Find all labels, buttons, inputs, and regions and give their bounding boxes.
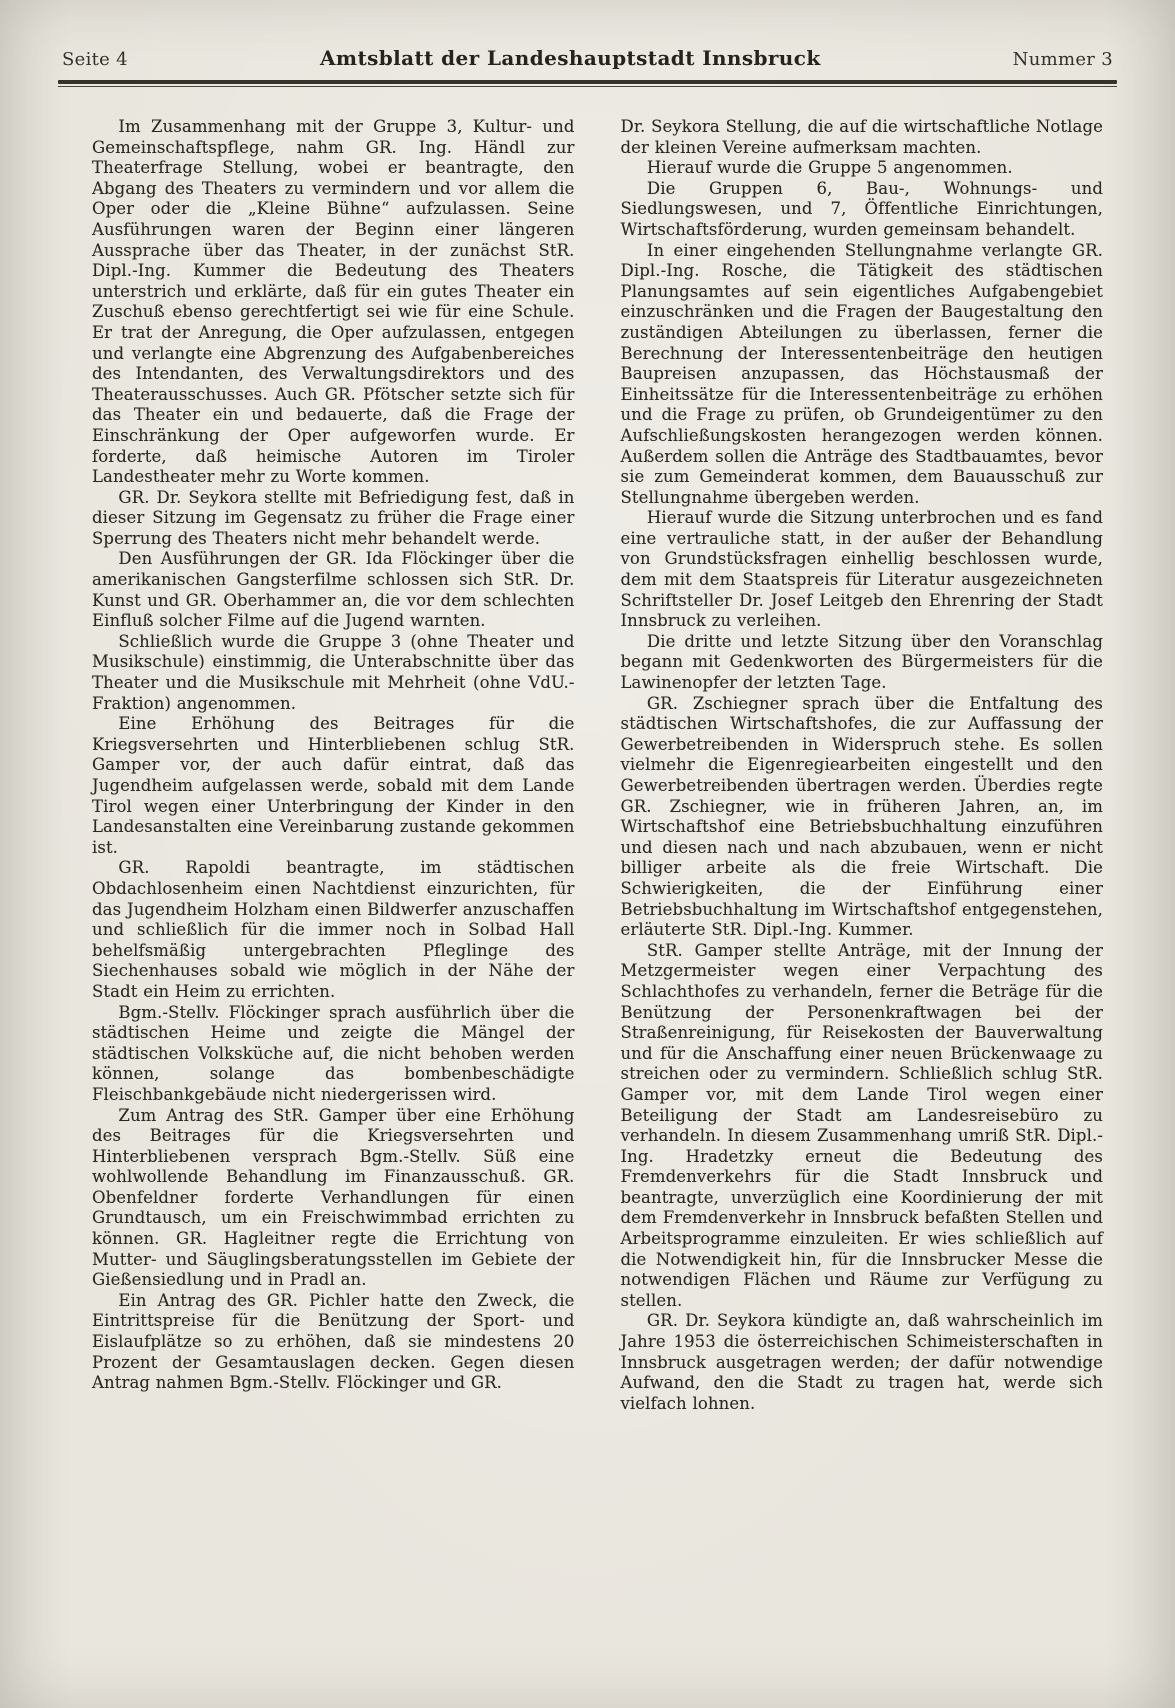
paragraph: Den Ausführungen der GR. Ida Flöckinger über die amerikanischen Gangsterfilme schlossen sich StR. Dr. Kunst und GR. Oberhammer an, die vor dem schlechten Einfluß solcher Filme auf die Jugend warnten. — [92, 549, 575, 631]
paragraph: GR. Zschiegner sprach über die Entfaltung des städtischen Wirtschaftshofes, die zur Auffassung der Gewerbetreibenden in Widerspruch stehe. Es sollen vielmehr die Eigenregiearbeiten eingestellt und den Gewerbetreibenden übertragen werden. Überdies regte GR. Zschiegner, wie in früheren Jahren, an, im Wirtschaftshof eine Betriebsbuchhaltung einzuführen und diesen nach und nach abzubauen, wenn er nicht billiger arbeite als die freie Wirtschaft. Die Schwierigkeiten, die der Einführung einer Betriebsbuchhaltung im Wirtschaftshof entgegenstehen, erläuterte StR. Dipl.-Ing. Kummer. — [620, 693, 1103, 940]
paragraph: GR. Dr. Seykora kündigte an, daß wahrscheinlich im Jahre 1953 die österreichischen Schimeisterschaften in Innsbruck ausgetragen werden; der dafür notwendige Aufwand, den die Stadt zu tragen hat, werde sich vielfach lohnen. — [620, 1311, 1103, 1413]
paragraph: GR. Rapoldi beantragte, im städtischen Obdachlosenheim einen Nachtdienst einzurichten, für das Jugendheim Holzham einen Bildwerfer anzuschaffen und schließlich für die immer noch in Solbad Hall behelfsmäßig untergebrachten Pfleglinge des Siechenhauses sobald wie möglich in der Nähe der Stadt ein Heim zu errichten. — [92, 858, 575, 1001]
paragraph: GR. Dr. Seykora stellte mit Befriedigung fest, daß in dieser Sitzung im Gegensatz zu früher die Frage einer Sperrung des Theaters nicht mehr behandelt werde. — [92, 487, 575, 548]
paragraph: Hierauf wurde die Sitzung unterbrochen und es fand eine vertrauliche statt, in der außer der Behandlung von Grundstücksfragen einhellig beschlossen wurde, dem mit dem Staatspreis für Literatur ausgezeichneten Schriftsteller Dr. Josef Leitgeb den Ehrenring der Stadt Innsbruck zu verleihen. — [620, 508, 1103, 631]
issue-number-label: Nummer 3 — [1012, 49, 1113, 70]
paragraph-continuation: Dr. Seykora Stellung, die auf die wirtschaftliche Notlage der kleinen Vereine aufmerksam machten. — [620, 117, 1103, 157]
masthead-rule-thin — [58, 86, 1117, 87]
paragraph: Ein Antrag des GR. Pichler hatte den Zweck, die Eintrittspreise für die Benützung der Sport- und Eislaufplätze so zu erhöhen, daß sie mindestens 20 Prozent der Gesamtauslagen decken. Gegen diesen Antrag nahmen Bgm.-Stellv. Flöckinger und GR. — [92, 1290, 575, 1393]
paragraph: In einer eingehenden Stellungnahme verlangte GR. Dipl.-Ing. Rosche, die Tätigkeit des städtischen Planungsamtes auf sein eigentliches Aufgabengebiet einzuschränken und die Fragen der Baugestaltung den zuständigen Abteilungen zu überlassen, ferner die Berechnung der Interessentenbeiträge den heutigen Baupreisen anzupassen, das Höchstausmaß der Einheitssätze für die Interessentenbeiträge zu erhöhen und die Frage zu prüfen, ob Grundeigentümer zu den Aufschließungskosten herangezogen werden können. Außerdem sollen die Anträge des Stadtbauamtes, bevor sie zum Gemeinderat kommen, dem Bauausschuß zur Stellungnahme übergeben werden. — [620, 240, 1103, 507]
masthead-rule-thick — [58, 80, 1117, 84]
paragraph: Die dritte und letzte Sitzung über den Voranschlag begann mit Gedenkworten des Bürgermeisters für die Lawinenopfer der letzten Tage. — [620, 631, 1103, 693]
paragraph: Schließlich wurde die Gruppe 3 (ohne Theater und Musikschule) einstimmig, die Unterabschnitte über das Theater und die Musikschule mit Mehrheit (ohne VdU.-Fraktion) angenommen. — [92, 631, 575, 713]
newspaper-title: Amtsblatt der Landeshauptstadt Innsbruck — [319, 46, 821, 70]
paragraph: Im Zusammenhang mit der Gruppe 3, Kultur- und Gemeinschaftspflege, nahm GR. Ing. Händl zur Theaterfrage Stellung, wobei er beantragte, den Abgang des Theaters zu vermindern und vor allem die Oper oder die „Kleine Bühne“ aufzulassen. Seine Ausführungen waren der Beginn einer längeren Aussprache über das Theater, in der zunächst StR. Dipl.-Ing. Kummer die Bedeutung des Theaters unterstrich und erklärte, daß für ein gutes Theater ein Zuschuß ebenso gerechtfertigt sei wie für eine Schule. Er trat der Anregung, die Oper aufzulassen, entgegen und verlangte eine Abgrenzung des Aufgabenbereiches des Intendanten, des Verwaltungsdirektors und des Theaterausschusses. Auch GR. Pfötscher setzte sich für das Theater ein und bedauerte, daß die Frage der Einschränkung der Oper aufgeworfen wurde. Er forderte, daß heimische Autoren im Tiroler Landestheater mehr zu Worte kommen. — [92, 117, 575, 487]
paragraph: Die Gruppen 6, Bau-, Wohnungs- und Siedlungswesen, und 7, Öffentliche Einrichtungen, Wirtschaftsförderung, wurden gemeinsam behandelt. — [620, 178, 1103, 239]
paragraph: Hierauf wurde die Gruppe 5 angenommen. — [646, 158, 1013, 178]
paragraph: Zum Antrag des StR. Gamper über eine Erhöhung des Beitrages für die Kriegsversehrten und Hinterbliebenen versprach Bgm.-Stellv. Süß eine wohlwollende Behandlung im Finanzausschuß. GR. Obenfeldner forderte Verhandlungen für einen Grundtausch, um ein Freischwimmbad errichten zu können. GR. Hagleitner regte die Errichtung von Mutter- und Säuglingsberatungsstellen im Gebiete der Gießensiedlung und in Pradl an. — [92, 1105, 575, 1290]
paragraph: Eine Erhöhung des Beitrages für die Kriegsversehrten und Hinterbliebenen schlug StR. Gamper vor, der auch dafür eintrat, daß das Jugendheim aufgelassen werde, sobald mit dem Lande Tirol wegen einer Unterbringung der Kinder in den Landesanstalten eine Vereinbarung zustande gekommen ist. — [92, 714, 575, 857]
article-body — [92, 117, 1103, 1414]
right-column — [621, 117, 1104, 1414]
masthead — [58, 46, 1117, 70]
paragraph: Bgm.-Stellv. Flöckinger sprach ausführlich über die städtischen Heime und zeigte die Mängel der städtischen Volksküche auf, die nicht behoben werden können, solange das bombenbeschädigte Fleischbankgebäude nicht niedergerissen wird. — [92, 1002, 575, 1104]
paragraph: StR. Gamper stellte Anträge, mit der Innung der Metzgermeister wegen einer Verpachtung des Schlachthofes zu verhandeln, ferner die Beträge für die Benützung der Personenkraftwagen bei der Straßenreinigung, für Reisekosten der Bauverwaltung und für die Anschaffung einer neuen Brückenwaage zu streichen oder zu vermindern. Schließlich schlug StR. Gamper vor, mit dem Lande Tirol wegen einer Beteiligung der Stadt am Landesreisebüro zu verhandeln. In diesem Zusammenhang umriß StR. Dipl.-Ing. Hradetzky erneut die Bedeutung des Fremdenverkehrs für die Stadt Innsbruck und beantragte, unverzüglich eine Koordinierung der mit dem Fremdenverkehr in Innsbruck befaßten Stellen und Arbeitsprogramme einzuleiten. Er wies schließlich auf die Notwendigkeit hin, für die Innsbrucker Messe die notwendigen Flächen und Räume zur Verfügung zu stellen. — [620, 940, 1103, 1310]
page-number-label: Seite 4 — [62, 49, 128, 70]
left-column — [92, 117, 575, 1414]
